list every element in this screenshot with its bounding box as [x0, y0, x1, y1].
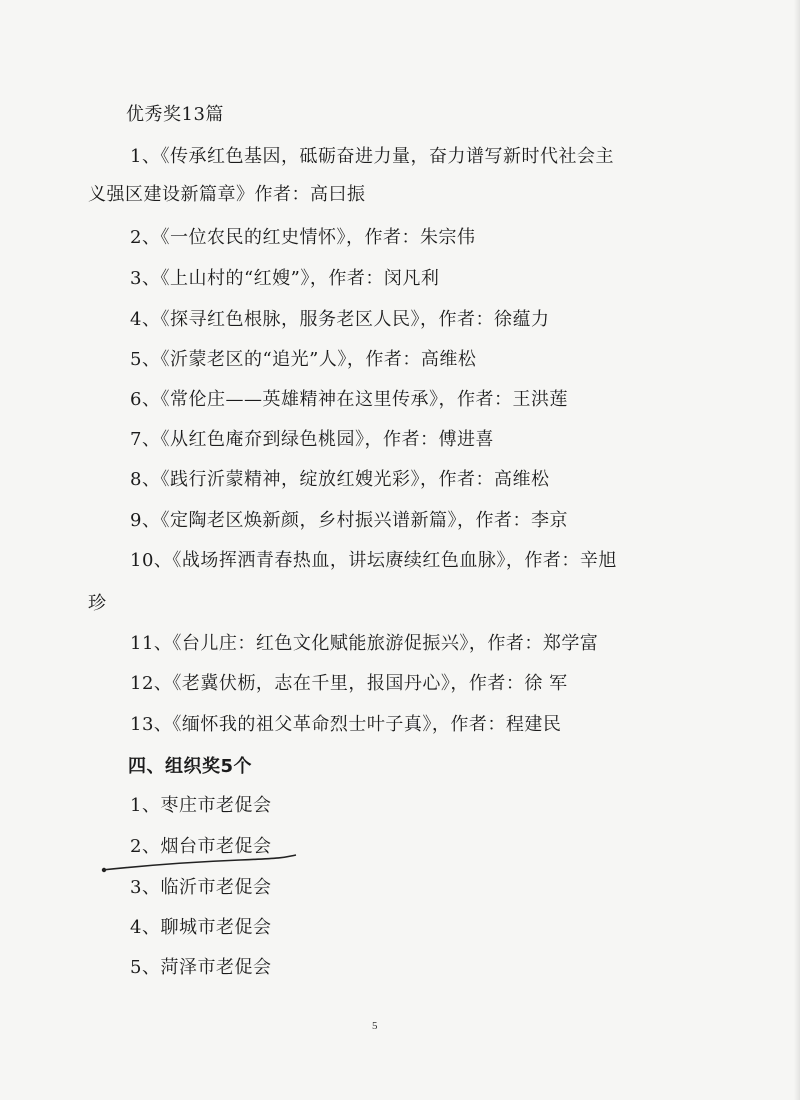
org-1: 1、枣庄市老促会	[130, 795, 272, 816]
org-5: 5、菏泽市老促会	[130, 957, 272, 978]
org-4: 4、聊城市老促会	[130, 917, 272, 938]
handwritten-underline-mark	[100, 848, 300, 878]
entry-7: 7、《从红色庵夼到绿色桃园》，作者：傅进喜	[130, 429, 494, 450]
org-2: 2、烟台市老促会	[130, 836, 272, 857]
page-number: 5	[372, 1020, 378, 1032]
entry-11: 11、《台儿庄：红色文化赋能旅游促振兴》，作者：郑学富	[130, 633, 599, 654]
entry-9: 9、《定陶老区焕新颜，乡村振兴谱新篇》，作者：李京	[130, 510, 568, 531]
org-3: 3、临沂市老促会	[130, 877, 272, 898]
entry-6: 6、《常伦庄——英雄精神在这里传承》，作者：王洪莲	[130, 389, 568, 410]
entry-1-line-2: 义强区建设新篇章》作者：高曰振	[88, 184, 366, 205]
entry-2: 2、《一位农民的红史情怀》，作者：朱宗伟	[130, 227, 476, 248]
entry-8: 8、《践行沂蒙精神，绽放红嫂光彩》，作者：高维松	[130, 469, 550, 490]
entry-10-line-2: 珍	[88, 593, 107, 614]
entry-1-line-1: 1、《传承红色基因，砥砺奋进力量，奋力谱写新时代社会主	[130, 146, 614, 167]
org-award-heading: 四、组织奖5个	[128, 756, 253, 777]
entry-13: 13、《缅怀我的祖父革命烈士叶子真》，作者：程建民	[130, 714, 562, 735]
entry-4: 4、《探寻红色根脉，服务老区人民》，作者：徐蕴力	[130, 309, 550, 330]
entry-3: 3、《上山村的“红嫂”》，作者：闵凡利	[130, 268, 440, 289]
entry-10-line-1: 10、《战场挥洒青春热血，讲坛赓续红色血脉》，作者：辛旭	[130, 550, 617, 571]
entry-12: 12、《老冀伏枥，志在千里，报国丹心》，作者：徐 军	[130, 673, 568, 694]
section-title: 优秀奖13篇	[126, 104, 224, 125]
scan-edge-shadow	[794, 0, 800, 1100]
entry-5: 5、《沂蒙老区的“追光”人》，作者：高维松	[130, 349, 477, 370]
